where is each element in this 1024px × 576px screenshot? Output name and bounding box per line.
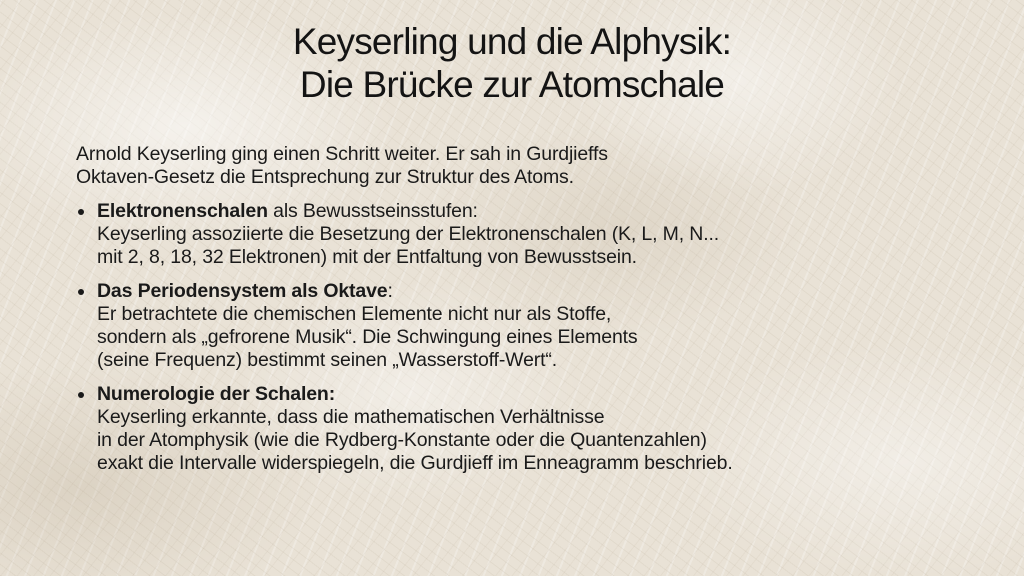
bullet-heading-rest: : bbox=[387, 280, 393, 302]
bullet-text-line: exakt die Intervalle widerspiegeln, die Gurdjieff im Enneagramm beschrieb. bbox=[97, 452, 733, 474]
bullet-text-line: Keyserling erkannte, dass die mathematischen Verhältnisse bbox=[97, 406, 605, 428]
bullet-item-elektronenschalen bbox=[76, 200, 976, 269]
bullet-text-line: Keyserling assoziierte die Besetzung der Elektronenschalen (K, L, M, N... bbox=[97, 223, 720, 245]
bullet-list bbox=[76, 200, 976, 475]
slide-title bbox=[120, 20, 904, 106]
bullet-heading-bold: Elektronenschalen bbox=[97, 200, 268, 222]
slide-body bbox=[76, 143, 976, 486]
bullet-text-line: in der Atomphysik (wie die Rydberg-Konstante oder die Quantenzahlen) bbox=[97, 429, 707, 451]
bullet-heading bbox=[97, 200, 976, 223]
bullet-icon bbox=[78, 209, 84, 215]
title-line-1: Keyserling und die Alphysik: bbox=[292, 21, 732, 62]
title-line-2: Die Brücke zur Atomschale bbox=[299, 64, 725, 105]
bullet-heading-rest: als Bewusstseinsstufen: bbox=[267, 200, 478, 222]
bullet-item-periodensystem bbox=[76, 280, 976, 372]
intro-line-1: Arnold Keyserling ging einen Schritt weiter. Er sah in Gurdjieffs bbox=[76, 143, 608, 165]
bullet-heading bbox=[97, 383, 976, 406]
bullet-text-line: sondern als „gefrorene Musik“. Die Schwingung eines Elements bbox=[97, 326, 638, 348]
intro-paragraph bbox=[76, 143, 976, 189]
bullet-icon bbox=[78, 392, 84, 398]
bullet-heading-bold: Numerologie der Schalen: bbox=[97, 383, 336, 405]
bullet-heading-bold: Das Periodensystem als Oktave bbox=[97, 280, 388, 302]
bullet-heading bbox=[97, 280, 976, 303]
bullet-item-numerologie bbox=[76, 383, 976, 475]
bullet-text-line: (seine Frequenz) bestimmt seinen „Wasserstoff-Wert“. bbox=[97, 349, 557, 371]
bullet-icon bbox=[78, 289, 84, 295]
bullet-text-line: mit 2, 8, 18, 32 Elektronen) mit der Entfaltung von Bewusstsein. bbox=[97, 246, 637, 268]
intro-line-2: Oktaven-Gesetz die Entsprechung zur Struktur des Atoms. bbox=[76, 166, 574, 188]
bullet-text-line: Er betrachtete die chemischen Elemente nicht nur als Stoffe, bbox=[97, 303, 612, 325]
